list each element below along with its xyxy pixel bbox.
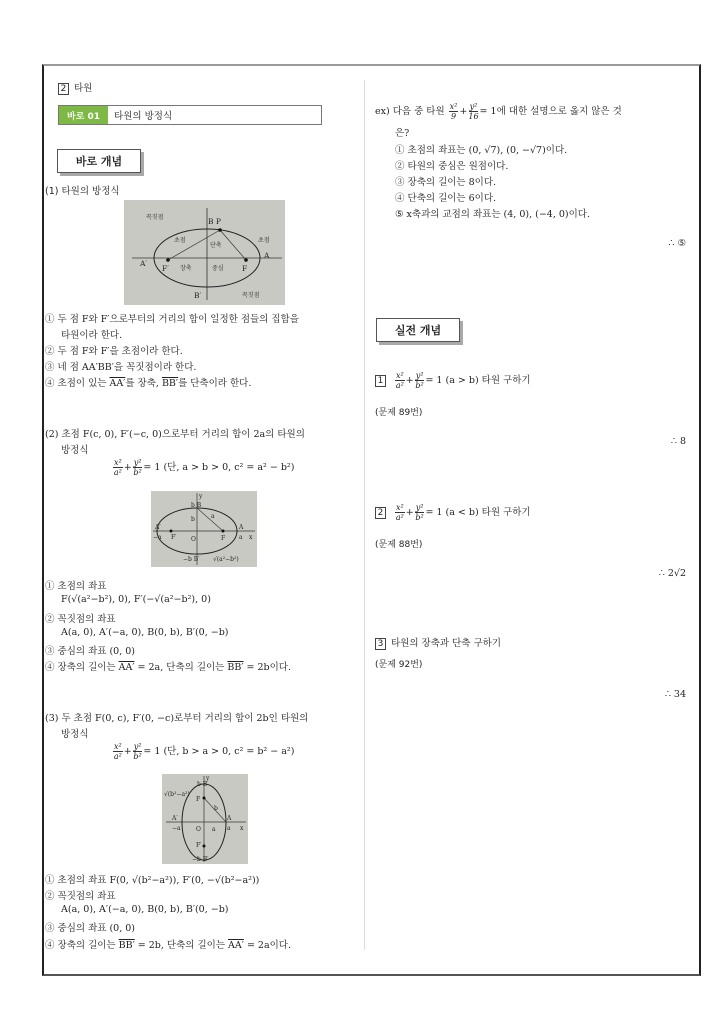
sub3-item-4: ④ 장축의 길이는 BB′ = 2b, 단축의 길이는 AA′ = 2a이다. [45, 940, 292, 951]
problem-1-answer: ∴ 8 [670, 436, 686, 447]
svg-text:a: a [239, 534, 243, 541]
problem-3-answer: ∴ 34 [664, 689, 686, 700]
section-heading [58, 80, 92, 95]
svg-text:초점: 초점 [258, 237, 270, 244]
sub2-item-1: ① 초점의 좌표 [45, 581, 107, 592]
example-answer: ∴ ⑤ [668, 238, 686, 249]
sub1-item-1: ① 두 점 F와 F′으로부터의 거리의 합이 일정한 점들의 집합을 [45, 314, 299, 325]
svg-text:O: O [191, 536, 196, 543]
svg-text:A′: A′ [155, 524, 161, 531]
svg-text:중심: 중심 [212, 265, 224, 272]
topic-header-bar [58, 105, 322, 125]
example-choice-3: ③ 장축의 길이는 8이다. [395, 177, 497, 188]
sub2-equation: $\frac{\text{x²}}{\text{a²}}$ + $\frac{\text{y²}}{\text{b²}}$ = 1 (단, a > b > 0, c² = a² − b²) [113, 458, 295, 477]
svg-text:b B: b B [197, 781, 208, 788]
svg-text:−b B′: −b B′ [183, 556, 200, 563]
svg-text:A: A [264, 251, 270, 260]
sub3-item-2-value: A(a, 0), A′(−a, 0), B(0, b), B′(0, −b) [61, 904, 229, 915]
svg-text:초점: 초점 [174, 237, 186, 244]
column-divider [364, 80, 365, 950]
svg-text:A′: A′ [140, 259, 148, 268]
sub3-item-3: ③ 중심의 좌표 (0, 0) [45, 923, 135, 934]
ellipse-diagram-icon [124, 200, 285, 305]
sub2-heading: (2) 초점 F(c, 0), F′(−c, 0)으로부터 거리의 합이 2a의 타원의 [45, 429, 305, 440]
sub2-item-2: ② 꼭짓점의 좌표 [45, 614, 116, 625]
sub2-heading-cont: 방정식 [61, 445, 89, 456]
svg-text:F: F [221, 535, 226, 542]
svg-text:B′: B′ [194, 291, 202, 300]
sub1-item-3: ③ 네 점 AA′BB′을 꼭짓점이라 한다. [45, 362, 197, 373]
problem-2-title: 2 $\frac{\text{x²}}{\text{a²}}$ + $\frac{\text{y²}}{\text{b²}}$ = 1 (a < b) 타원 구하기 [375, 503, 531, 522]
svg-text:꼭짓점: 꼭짓점 [146, 214, 164, 221]
sub2-item-1-value: F(√(a²−b²), 0), F′(−√(a²−b²), 0) [61, 594, 211, 605]
problem-2-number: 2 [375, 507, 386, 519]
example-choice-1: ① 초점의 좌표는 (0, √7), (0, −√7)이다. [395, 145, 568, 156]
svg-text:−b B′: −b B′ [192, 856, 209, 863]
svg-text:−a: −a [153, 534, 162, 541]
problem-1-title: 1 $\frac{\text{x²}}{\text{a²}}$ + $\frac{\text{y²}}{\text{b²}}$ = 1 (a > b) 타원 구하기 [375, 371, 531, 390]
svg-text:꼭짓점: 꼭짓점 [242, 292, 260, 299]
problem-3-ref: (문제 92번) [375, 660, 423, 670]
example-choice-5: ⑤ x축과의 교점의 좌표는 (4, 0), (−4, 0)이다. [395, 209, 591, 220]
sub1-item-4: ④ 초점이 있는 AA′를 장축, BB′를 단축이라 한다. [45, 378, 252, 389]
svg-text:b: b [214, 805, 218, 812]
problem-3-number: 3 [375, 638, 386, 650]
svg-text:F: F [196, 796, 201, 803]
sub3-item-2: ② 꼭짓점의 좌표 [45, 891, 116, 902]
svg-text:단축: 단축 [210, 242, 222, 249]
sub2-item-4: ④ 장축의 길이는 AA′ = 2a, 단축의 길이는 BB′ = 2b이다. [45, 662, 291, 673]
svg-text:A: A [239, 524, 244, 531]
svg-text:F′: F′ [171, 534, 177, 541]
svg-text:a: a [211, 513, 215, 520]
siljeon-concept-label: 실전 개념 [376, 318, 460, 342]
baro-concept-label: 바로 개념 [57, 149, 141, 173]
ellipse-definition-figure [124, 200, 285, 305]
svg-text:a: a [227, 825, 231, 832]
svg-text:장축: 장축 [180, 265, 192, 272]
svg-text:F: F [242, 264, 248, 273]
svg-text:B P: B P [208, 217, 221, 226]
svg-text:F′: F′ [196, 842, 202, 849]
svg-text:√(b²−a²): √(b²−a²) [164, 791, 190, 798]
topic-tag: 바로 01 [59, 106, 108, 124]
svg-text:y: y [206, 775, 210, 782]
horizontal-ellipse-figure [151, 491, 257, 567]
example-choice-4: ④ 단축의 길이는 6이다. [395, 193, 497, 204]
example-question-cont: 은? [395, 128, 410, 139]
sub2-item-3: ③ 중심의 좌표 (0, 0) [45, 646, 135, 657]
sub3-heading-cont: 방정식 [61, 729, 89, 740]
section-number-box: 2 [58, 83, 69, 95]
svg-text:y: y [199, 493, 203, 500]
topic-title: 타원의 방정식 [114, 111, 173, 122]
horizontal-ellipse-diagram-icon [151, 491, 257, 567]
svg-text:b: b [191, 516, 195, 523]
sub1-item-1-cont: 타원이라 한다. [61, 330, 123, 341]
vertical-ellipse-figure [162, 774, 248, 864]
problem-3-title: 3 타원의 장축과 단축 구하기 [375, 635, 501, 650]
sub1-item-2: ② 두 점 F와 F′을 초점이라 한다. [45, 346, 183, 357]
svg-text:O: O [196, 826, 201, 833]
sub3-item-1: ① 초점의 좌표 F(0, √(b²−a²)), F′(0, −√(b²−a²)) [45, 875, 260, 886]
example-choice-2: ② 타원의 중심은 원점이다. [395, 161, 509, 172]
svg-text:−a: −a [172, 825, 181, 832]
problem-2-ref: (문제 88번) [375, 540, 423, 550]
svg-text:x: x [240, 825, 244, 832]
problem-1-number: 1 [375, 375, 386, 387]
svg-text:a: a [212, 826, 216, 833]
example-question: ex) 다음 중 타원 $\frac{\text{x²}}{9}$ + $\frac{\text{y²}}{16}$ = 1에 대한 설명으로 옳지 않은 것 [375, 102, 622, 121]
problem-2-answer: ∴ 2√2 [658, 568, 686, 579]
svg-text:F′: F′ [162, 264, 169, 273]
sub3-equation: $\frac{\text{x²}}{\text{a²}}$ + $\frac{\text{y²}}{\text{b²}}$ = 1 (단, b > a > 0, c² = b² − a²) [113, 742, 295, 761]
svg-text:b B: b B [191, 502, 202, 509]
sub3-heading: (3) 두 초점 F(0, c), F′(0, −c)로부터 거리의 합이 2b인 타원의 [45, 713, 309, 724]
problem-1-ref: (문제 89번) [375, 408, 423, 418]
svg-text:x: x [249, 534, 253, 541]
vertical-ellipse-diagram-icon [162, 774, 248, 864]
svg-text:√(a²−b²): √(a²−b²) [213, 556, 239, 563]
svg-text:A′: A′ [172, 815, 178, 822]
svg-text:A: A [227, 815, 232, 822]
sub2-item-2-value: A(a, 0), A′(−a, 0), B(0, b), B′(0, −b) [61, 627, 229, 638]
section-title: 타원 [74, 83, 93, 94]
sub1-heading: (1) 타원의 방정식 [45, 186, 120, 197]
